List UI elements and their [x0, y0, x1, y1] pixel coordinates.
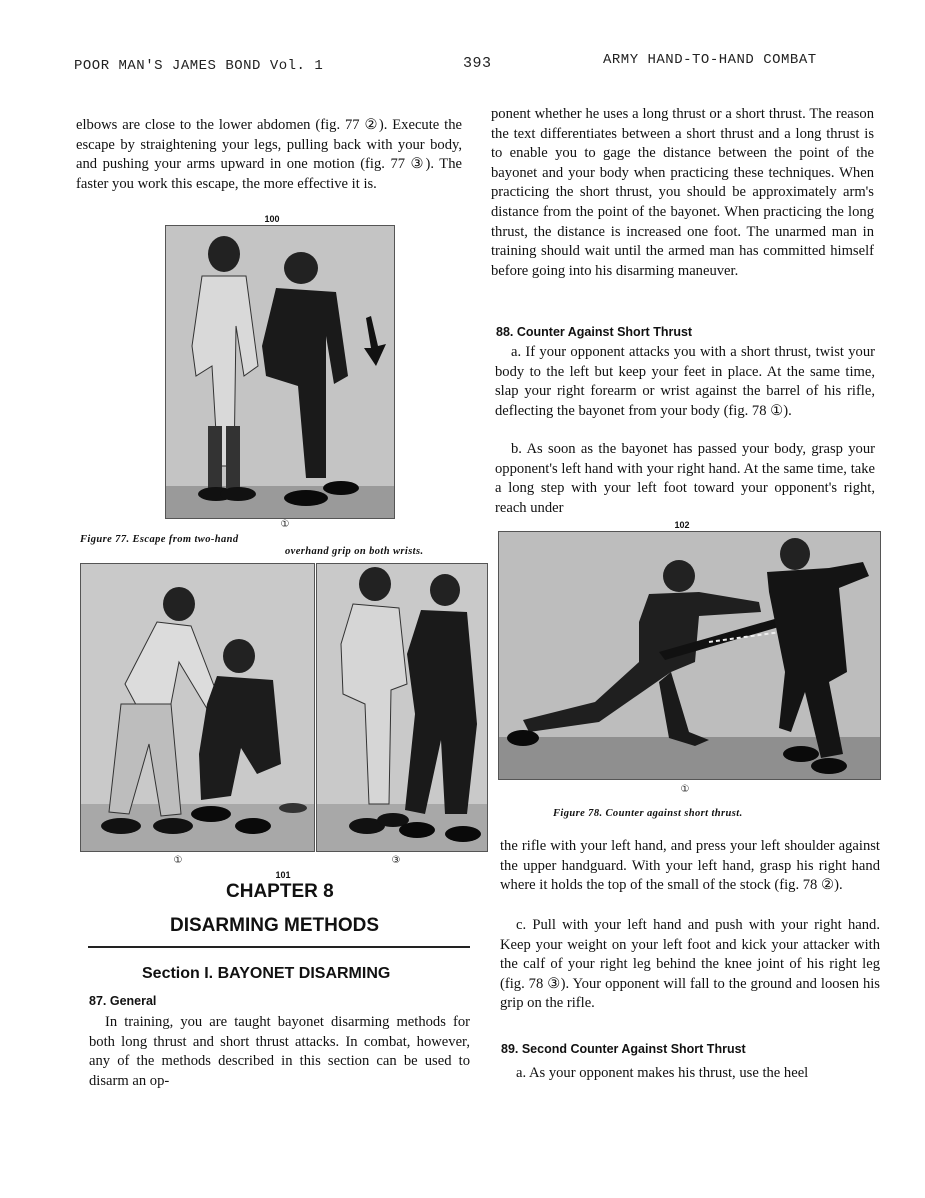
section-88-b: b. As soon as the bayonet has passed your body, grasp your opponent's left hand with your right hand. At the same time, take a long step with your left foot toward your opponent's right, reach under — [495, 441, 875, 516]
right-column-top-paragraph: ponent whether he uses a long thrust or a short thrust. The reason the text differentiates between a short thrust and a long thrust is to enable you to gage the distance between the point of the bayonet and your body when practicing these techniques. When practicing the short thrust, you should be approximately arm's distance from the point of the bayonet. When practicing the long thrust, the distance is increased one foot. The unarmed man in training should wait until the armed man has committed himself before going into his disarming maneuver. — [491, 106, 874, 279]
figure-101-illustration-left — [81, 564, 314, 851]
section-89-a: a. As your opponent makes his thrust, use the heel — [516, 1065, 809, 1081]
section-88-a: a. If your opponent attacks you with a short thrust, twist your body to the left but keep your feet in place. At the same time, slap your right forearm or wrist against the barrel of his rifle, deflecting the bayonet from your body (fig. 78 ①). — [495, 344, 875, 419]
figure-78-caption: Figure 78. Counter against short thrust. — [553, 808, 743, 819]
running-header-right: ARMY HAND-TO-HAND COMBAT — [603, 52, 817, 68]
section-88-c: c. Pull with your left hand and push with your right hand. Keep your weight on your left foot and kick your attacker with the calf of your right leg behind the knee joint of his right leg (fig. 78 ③). Your opponent will fall to the ground and loosen his grip on the rifle. — [500, 917, 880, 1012]
figure-100-number: 100 — [264, 214, 280, 224]
section-89-heading: 89. Second Counter Against Short Thrust — [501, 1042, 746, 1056]
section-88-b-continued: the rifle with your left hand, and press your left shoulder against the upper handguard. With your left hand, grasp his right hand where it holds the top of the small of the stock (fig. 78 ②). — [500, 838, 880, 894]
section-88-heading: 88. Counter Against Short Thrust — [496, 325, 693, 339]
figure-101-photo-left — [80, 563, 315, 852]
running-header-left: POOR MAN'S JAMES BOND Vol. 1 — [74, 58, 324, 74]
section-87-heading: 87. General — [89, 994, 157, 1008]
figure-102-marker: ① — [680, 784, 690, 795]
figure-101-marker-right: ③ — [391, 855, 401, 866]
section-87-text: In training, you are taught bayonet disarming methods for both long thrust and short thrust attacks. In combat, however, any of the methods described in this section can be used to disarm an op- — [89, 1014, 470, 1089]
chapter-title: DISARMING METHODS — [170, 915, 379, 936]
figure-102-illustration — [499, 532, 880, 779]
figure-101-illustration-right — [317, 564, 487, 851]
figure-101-number: 101 — [275, 870, 291, 880]
figure-101-marker-left: ① — [173, 855, 183, 866]
figure-100-marker: ① — [280, 519, 290, 530]
left-column-top-paragraph: elbows are close to the lower abdomen (fig. 77 ②). Execute the escape by straightening your legs, pulling back with your body, and pushing your arms upward in one motion (fig. 77 ③). The faster you work this escape, the more effective it is. — [76, 117, 462, 192]
figure-102-photo — [498, 531, 881, 780]
chapter-divider — [88, 946, 470, 948]
section-title: Section I. BAYONET DISARMING — [142, 965, 391, 982]
figure-77-caption-line2: overhand grip on both wrists. — [285, 546, 424, 557]
chapter-label: CHAPTER 8 — [226, 881, 334, 902]
figure-77-caption-line1: Figure 77. Escape from two-hand — [80, 534, 239, 545]
page-number: 393 — [463, 55, 492, 72]
figure-100-illustration — [166, 226, 394, 518]
figure-100-photo — [165, 225, 395, 519]
figure-102-number: 102 — [674, 520, 690, 530]
figure-101-photo-right — [316, 563, 488, 852]
